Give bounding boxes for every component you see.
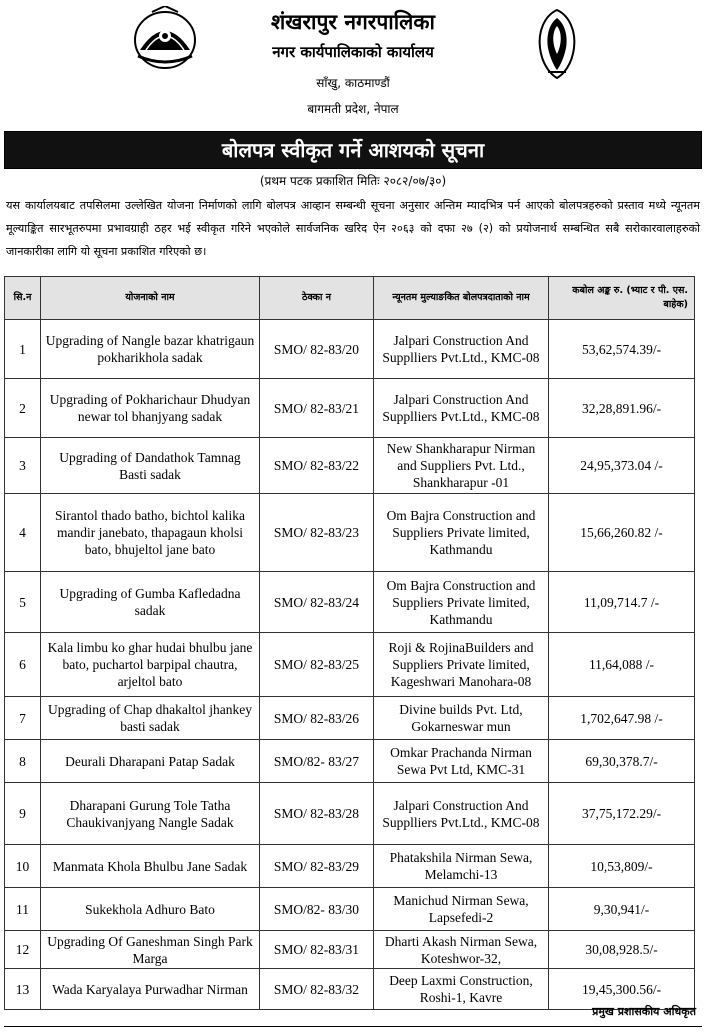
table-row <box>5 379 695 438</box>
cell-amount: 1,702,647.98 /- <box>549 697 695 740</box>
cell-sn: 4 <box>5 494 41 572</box>
cell-contract: SMO/ 82-83/31 <box>260 931 374 969</box>
cell-amount: 9,30,941/- <box>549 888 695 931</box>
cell-bidder: Phatakshila Nirman Sewa, Melamchi-13 <box>374 845 549 888</box>
cell-sn: 13 <box>5 969 41 1010</box>
cell-amount: 37,75,172.29/- <box>549 783 695 845</box>
cell-amount: 15,66,260.82 /- <box>549 494 695 572</box>
cell-contract: SMO/ 82-83/32 <box>260 969 374 1010</box>
office-name: नगर कार्यपालिकाको कार्यालय <box>272 43 434 61</box>
cell-sn: 11 <box>5 888 41 931</box>
cell-project: Upgrading Of Ganeshman Singh Park Marga <box>41 931 260 969</box>
cell-sn: 10 <box>5 845 41 888</box>
cell-bidder: Jalpari Construction And Supplliers Pvt.Ltd., KMC-08 <box>374 783 549 845</box>
cell-project: Upgrading of Dandathok Tamnag Basti sadak <box>41 438 260 494</box>
cell-contract: SMO/ 82-83/29 <box>260 845 374 888</box>
intro-paragraph: यस कार्यालयबाट तपसिलमा उल्लेखित योजना निर्माणको लागि बोलपत्र आव्हान सम्बन्धी सूचना अनुसार अन्तिम म्यादभित्र पर्न आएको बोलपत्रहरुको प्रस्ताव मध्ये न्यूनतम मूल्याङ्कित सारभूतरुपमा प्रभावग्राही ठहर भई स्वीकृत गरिने भएकोले सार्वजनिक खरिद ऐन २०६३ को दफा २७ (२) को प्रयोजनार्थ सम्बन्धित सबै सरोकारवालाहरुको जानकारीका लागि यो सूचना प्रकाशित गरिएको छ। <box>6 199 700 258</box>
cell-project: Sirantol thado batho, bichtol kalika mandir janebato, thapagaun kholsi bato, bhujeltol jane bato <box>41 494 260 572</box>
table-row <box>5 931 695 969</box>
table-row <box>5 572 695 633</box>
col-header-contract: ठेक्का न <box>260 277 374 320</box>
table-row <box>5 633 695 697</box>
cell-bidder: Divine builds Pvt. Ltd, Gokarneswar mun <box>374 697 549 740</box>
col-header-sn: सि.न <box>5 277 41 320</box>
cell-amount: 69,30,378.7/- <box>549 740 695 783</box>
cell-bidder: Deep Laxmi Construction, Roshi-1, Kavre <box>374 969 549 1010</box>
cell-amount: 10,53,809/- <box>549 845 695 888</box>
cell-contract: SMO/ 82-83/22 <box>260 438 374 494</box>
table-row <box>5 320 695 379</box>
cell-sn: 8 <box>5 740 41 783</box>
cell-project: Kala limbu ko ghar hudai bhulbu jane bato, puchartol barpipal chautra, arjeltol bato <box>41 633 260 697</box>
cell-sn: 7 <box>5 697 41 740</box>
cell-contract: SMO/ 82-83/25 <box>260 633 374 697</box>
cell-contract: SMO/ 82-83/26 <box>260 697 374 740</box>
notice-title-banner <box>4 131 702 169</box>
cell-bidder: Dharti Akash Nirman Sewa, Koteshwor-32, <box>374 931 549 969</box>
cell-bidder: Jalpari Construction And Supplliers Pvt.Ltd., KMC-08 <box>374 379 549 438</box>
cell-project: Upgrading of Nangle bazar khatrigaun pokharikhola sadak <box>41 320 260 379</box>
publish-date-note: (प्रथम पटक प्रकाशित मितिः २०८२/०७/३०) <box>259 174 447 188</box>
cell-amount: 24,95,373.04 /- <box>549 438 695 494</box>
table-row <box>5 845 695 888</box>
col-header-bidder: न्यूनतम मुल्याङकित बोलपत्रदाताको नाम <box>374 277 549 320</box>
notice-title: बोलपत्र स्वीकृत गर्ने आशयको सूचना <box>221 138 485 162</box>
cell-amount: 32,28,891.96/- <box>549 379 695 438</box>
office-location: साँखु, काठमाण्डौं <box>316 76 390 90</box>
cell-project: Upgrading of Pokharichaur Dhudyan newar tol bhanjyang sadak <box>41 379 260 438</box>
cell-contract: SMO/ 82-83/21 <box>260 379 374 438</box>
bid-results-table <box>4 276 695 1010</box>
cell-project: Manmata Khola Bhulbu Jane Sadak <box>41 845 260 888</box>
cell-project: Dharapani Gurung Tole Tatha Chaukivanjyang Nangle Sadak <box>41 783 260 845</box>
cell-project: Upgrading of Gumba Kafledadna sadak <box>41 572 260 633</box>
col-header-amount: कबोल अङ्क रु. (भ्याट र पी. एस. बाहेक) <box>549 277 695 320</box>
cell-contract: SMO/ 82-83/28 <box>260 783 374 845</box>
signature-title: प्रमुख प्रशासकीय अधिकृत <box>592 1005 696 1018</box>
cell-sn: 9 <box>5 783 41 845</box>
cell-sn: 12 <box>5 931 41 969</box>
table-row <box>5 438 695 494</box>
table-header-row <box>5 277 695 320</box>
municipality-name: शंखरापुर नगरपालिका <box>271 10 435 34</box>
footer-divider <box>4 1026 702 1027</box>
cell-bidder: Om Bajra Construction and Suppliers Private limited, Kathmandu <box>374 494 549 572</box>
cell-amount: 30,08,928.5/- <box>549 931 695 969</box>
cell-sn: 1 <box>5 320 41 379</box>
cell-contract: SMO/82- 83/27 <box>260 740 374 783</box>
cell-contract: SMO/ 82-83/23 <box>260 494 374 572</box>
cell-project: Wada Karyalaya Purwadhar Nirman <box>41 969 260 1010</box>
letterhead <box>0 0 706 130</box>
cell-amount: 11,64,088 /- <box>549 633 695 697</box>
cell-bidder: Omkar Prachanda Nirman Sewa Pvt Ltd, KMC-31 <box>374 740 549 783</box>
table-row <box>5 697 695 740</box>
cell-bidder: Jalpari Construction And Supplliers Pvt.Ltd., KMC-08 <box>374 320 549 379</box>
cell-project: Deurali Dharapani Patap Sadak <box>41 740 260 783</box>
cell-project: Sukekhola Adhuro Bato <box>41 888 260 931</box>
table-row <box>5 494 695 572</box>
cell-bidder: Manichud Nirman Sewa, Lapsefedi-2 <box>374 888 549 931</box>
cell-contract: SMO/82- 83/30 <box>260 888 374 931</box>
cell-bidder: Om Bajra Construction and Suppliers Private limited, Kathmandu <box>374 572 549 633</box>
cell-amount: 53,62,574.39/- <box>549 320 695 379</box>
cell-sn: 2 <box>5 379 41 438</box>
cell-sn: 6 <box>5 633 41 697</box>
cell-contract: SMO/ 82-83/24 <box>260 572 374 633</box>
cell-amount: 11,09,714.7 /- <box>549 572 695 633</box>
table-row <box>5 783 695 845</box>
cell-amount: 19,45,300.56/- <box>549 969 695 1010</box>
province-name: बागमती प्रदेश, नेपाल <box>307 102 399 116</box>
cell-sn: 3 <box>5 438 41 494</box>
cell-sn: 5 <box>5 572 41 633</box>
col-header-project: योजनाको नाम <box>41 277 260 320</box>
cell-contract: SMO/ 82-83/20 <box>260 320 374 379</box>
cell-project: Upgrading of Chap dhakaltol jhankey basti sadak <box>41 697 260 740</box>
cell-bidder: New Shankharapur Nirman and Suppliers Pvt. Ltd., Shankharapur -01 <box>374 438 549 494</box>
table-row <box>5 888 695 931</box>
table-row <box>5 740 695 783</box>
table-row <box>5 969 695 1010</box>
cell-bidder: Roji & RojinaBuilders and Suppliers Private limited, Kageshwari Manohara-08 <box>374 633 549 697</box>
